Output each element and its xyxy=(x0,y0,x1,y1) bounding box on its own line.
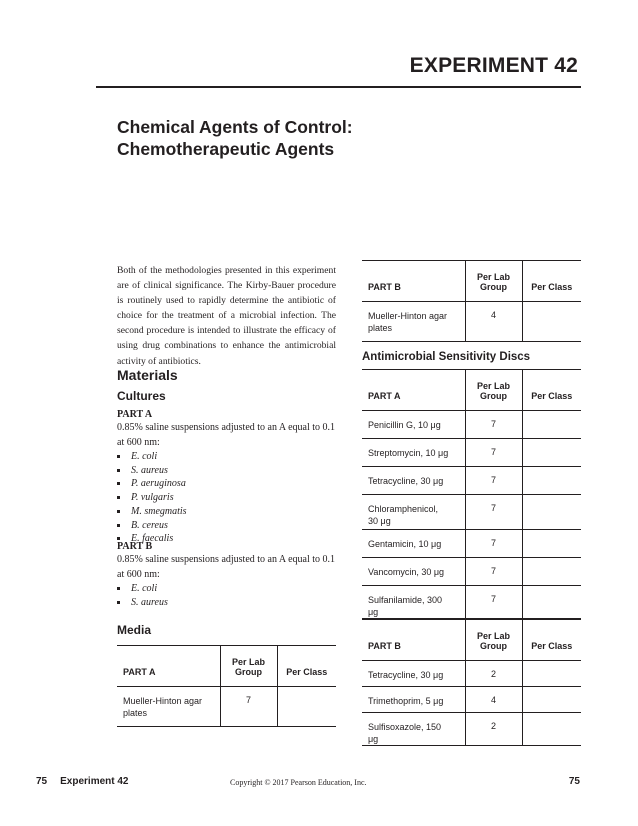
row-per-class xyxy=(522,687,581,713)
organism-item: S. aureus xyxy=(117,596,342,610)
organism-list-b xyxy=(117,582,342,609)
row-per-class xyxy=(522,302,581,342)
col-per-lab-group: Per Lab Group xyxy=(465,261,522,302)
materials-heading: Materials xyxy=(117,367,178,383)
col-per-lab-group: Per Lab Group xyxy=(465,370,522,411)
table-row xyxy=(362,411,581,439)
col-per-class: Per Class xyxy=(522,620,581,661)
table-part-label: PART A xyxy=(117,646,220,687)
row-per-class xyxy=(277,687,336,727)
row-per-lab-group: 4 xyxy=(465,687,522,713)
header-rule xyxy=(96,86,581,88)
media-table-part-a xyxy=(117,645,336,727)
organism-item: E. coli xyxy=(117,450,342,464)
row-per-lab-group: 7 xyxy=(465,411,522,439)
col-per-class: Per Class xyxy=(522,261,581,302)
col-per-class: Per Class xyxy=(277,646,336,687)
col-per-lab-group: Per Lab Group xyxy=(465,620,522,661)
table-row xyxy=(362,586,581,619)
row-per-lab-group: 7 xyxy=(465,439,522,467)
organism-list-a xyxy=(117,450,342,546)
part-a-label: PART A xyxy=(117,409,153,420)
row-per-lab-group: 2 xyxy=(465,661,522,687)
row-per-class xyxy=(522,713,581,746)
footer-experiment: Experiment 42 xyxy=(60,776,129,787)
table-row xyxy=(362,713,581,746)
table-row xyxy=(362,558,581,586)
chapter-title-line1: Chemical Agents of Control: xyxy=(117,117,353,137)
cultures-part-a xyxy=(117,409,342,546)
organism-item: B. cereus xyxy=(117,519,342,533)
row-per-lab-group: 4 xyxy=(465,302,522,342)
page-number-right: 75 xyxy=(568,776,580,787)
row-item: Sulfanilamide, 300 μg xyxy=(362,586,465,619)
row-per-class xyxy=(522,530,581,558)
row-item: Streptomycin, 10 μg xyxy=(362,439,465,467)
row-item: Penicillin G, 10 μg xyxy=(362,411,465,439)
part-b-label: PART B xyxy=(117,541,153,552)
organism-item: E. coli xyxy=(117,582,342,596)
row-per-lab-group: 7 xyxy=(465,558,522,586)
row-per-lab-group: 7 xyxy=(465,467,522,495)
table-part-label: PART B xyxy=(362,261,465,302)
media-heading: Media xyxy=(117,623,152,637)
row-per-class xyxy=(522,661,581,687)
discs-heading: Antimicrobial Sensitivity Discs xyxy=(362,351,531,363)
row-per-class xyxy=(522,586,581,619)
organism-item: P. aeruginosa xyxy=(117,477,342,491)
row-item: Mueller-Hinton agar plates xyxy=(117,687,220,727)
table-row xyxy=(362,687,581,713)
table-part-label: PART A xyxy=(362,370,465,411)
row-item: Tetracycline, 30 μg xyxy=(362,467,465,495)
table-row xyxy=(362,467,581,495)
copyright: Copyright © 2017 Pearson Education, Inc. xyxy=(230,778,367,787)
page-number-left: 75 xyxy=(36,776,48,787)
part-a-text: 0.85% saline suspensions adjusted to an A equal to 0.1 at 600 nm: xyxy=(117,422,336,448)
row-item: Gentamicin, 10 μg xyxy=(362,530,465,558)
row-per-class xyxy=(522,467,581,495)
chapter-title xyxy=(117,116,417,160)
table-row xyxy=(362,530,581,558)
table-part-label: PART B xyxy=(362,620,465,661)
discs-table-part-b xyxy=(362,619,581,746)
row-item: Trimethoprim, 5 μg xyxy=(362,687,465,713)
row-per-lab-group: 7 xyxy=(465,495,522,530)
row-per-lab-group: 7 xyxy=(465,586,522,619)
col-per-lab-group: Per Lab Group xyxy=(220,646,277,687)
media-table-part-b xyxy=(362,260,581,342)
table-row xyxy=(362,302,581,342)
table-row xyxy=(362,439,581,467)
organism-item: P. vulgaris xyxy=(117,491,342,505)
row-per-lab-group: 2 xyxy=(465,713,522,746)
table-row xyxy=(117,687,336,727)
row-item: Mueller-Hinton agar plates xyxy=(362,302,465,342)
discs-table-part-a xyxy=(362,369,581,619)
row-per-lab-group: 7 xyxy=(465,530,522,558)
part-b-text: 0.85% saline suspensions adjusted to an A equal to 0.1 at 600 nm: xyxy=(117,554,336,580)
table-row xyxy=(362,661,581,687)
cultures-part-b xyxy=(117,541,342,609)
row-per-class xyxy=(522,495,581,530)
row-per-class xyxy=(522,558,581,586)
chapter-title-line2: Chemotherapeutic Agents xyxy=(117,139,335,159)
row-per-class xyxy=(522,411,581,439)
organism-item: M. smegmatis xyxy=(117,505,342,519)
row-item: Tetracycline, 30 μg xyxy=(362,661,465,687)
col-per-class: Per Class xyxy=(522,370,581,411)
organism-item: S. aureus xyxy=(117,464,342,478)
row-per-class xyxy=(522,439,581,467)
row-per-lab-group: 7 xyxy=(220,687,277,727)
cultures-heading: Cultures xyxy=(117,389,166,403)
row-item: Sulfisoxazole, 150 μg xyxy=(362,713,465,746)
organism-item: E. faecalis xyxy=(117,532,342,546)
intro-paragraph: Both of the methodologies presented in this experiment are of clinical significance. The Kirby-Bauer procedure is routinely used to rapidly determine the antibiotic of choice for the treatment of a microbial infection. The second procedure is intended to illustrate the efficacy of using drug combinations to enhance the antimicrobial activity of antibiotics. xyxy=(117,265,336,367)
row-item: Vancomycin, 30 μg xyxy=(362,558,465,586)
experiment-label: EXPERIMENT 42 xyxy=(409,54,578,77)
row-item: Chloramphenicol, 30 μg xyxy=(362,495,465,530)
footer-left xyxy=(36,776,142,787)
table-row xyxy=(362,495,581,530)
